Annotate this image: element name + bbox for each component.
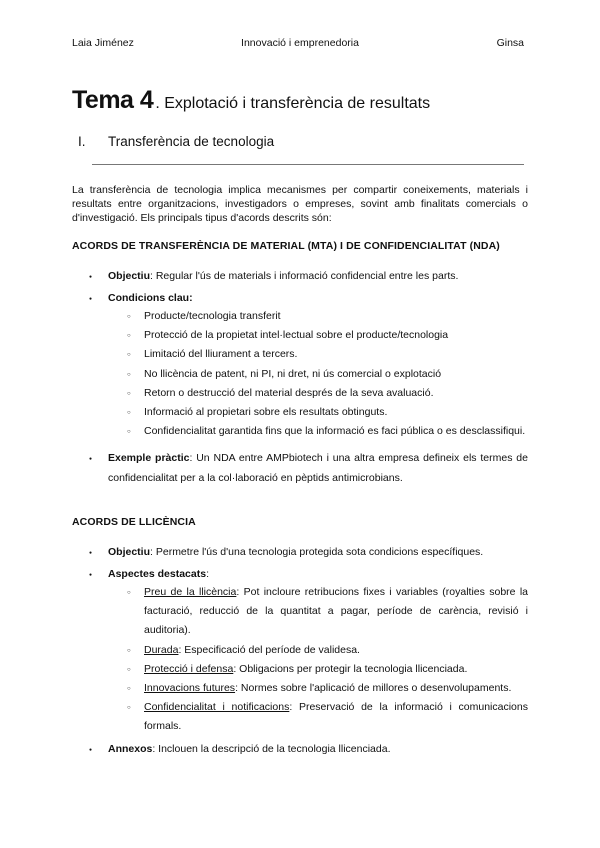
list-item: ○ No llicència de patent, ni PI, ni dret, ni ús comercial o explotació [144, 365, 528, 384]
aspect-text: : Obligacions per protegir la tecnologia llicenciada. [233, 662, 468, 675]
aspect-text: : Preservació de la informació i comunicacions formals. [144, 701, 528, 733]
list-item: ○ Confidencialitat garantida fins que la informació es faci pública o es desclassifiqui. [144, 422, 528, 441]
header-school: Ginsa [496, 37, 524, 49]
annex-text: : Inclouen la descripció de la tecnologia llicenciada. [152, 742, 391, 755]
list-item [108, 739, 528, 759]
example-text: : Un NDA entre AMPbiotech i una altra empresa defineix els termes de confidencialitat per a la col·laboració en pèptids antimicrobians. [108, 452, 528, 485]
aspects-colon: : [206, 568, 209, 580]
section-heading [78, 134, 274, 149]
conditions-list [108, 307, 528, 441]
list-item: ○ Protecció de la propietat intel·lectual sobre el producte/tecnologia [144, 326, 528, 345]
list-item [144, 641, 528, 660]
aspect-term: Protecció i defensa [144, 662, 234, 675]
list-item [108, 266, 528, 286]
aspect-term: Preu de la llicència [144, 586, 237, 598]
mta-list [108, 266, 528, 495]
aspect-text: : Normes sobre l'aplicació de millores o desenvolupaments. [235, 682, 512, 695]
aspects-list [108, 583, 528, 737]
list-item: ○ Informació al propietari sobre els resultats obtinguts. [144, 403, 528, 422]
aspect-term: Durada [144, 643, 179, 656]
section-title: Transferència de tecnologia [108, 134, 275, 149]
list-item [108, 448, 528, 488]
header-subject: Innovació i emprenedoria [241, 37, 359, 49]
conditions-label: Condicions clau: [108, 292, 193, 304]
page-title [72, 86, 430, 115]
list-item: ○ Limitació del lliurament a tercers. [144, 345, 528, 364]
objective-text: : Regular l'ús de materials i informació confidencial entre les parts. [150, 270, 459, 282]
list-item [144, 679, 528, 698]
list-item [108, 288, 528, 441]
licence-heading: ACORDS DE LLICÈNCIA [72, 516, 196, 528]
licence-list [108, 542, 528, 766]
objective-label: Objectiu [108, 546, 151, 558]
aspect-term: Confidencialitat i notificacions [144, 701, 290, 714]
list-item: ○ Retorn o destrucció del material després de la seva avaluació. [144, 384, 528, 403]
objective-label: Objectiu [108, 270, 151, 282]
header-author: Laia Jiménez [72, 37, 134, 49]
intro-paragraph: La transferència de tecnologia implica mecanismes per compartir coneixements, materials i resultats entre organitzacions, investigadors o empreses, sovint amb finalitats comercials o d'investigació. Els principals tipus d'acords descrits són: [72, 184, 528, 224]
section-divider [92, 164, 524, 165]
title-text: . Explotació i transferència de resultats [155, 95, 431, 112]
example-label: Exemple pràctic [108, 452, 190, 465]
section-number: I. [78, 134, 86, 149]
list-item [144, 698, 528, 736]
list-item [144, 583, 528, 641]
aspects-label: Aspectes destacats [108, 568, 207, 580]
title-number: Tema 4 [72, 86, 154, 114]
mta-heading: ACORDS DE TRANSFERÈNCIA DE MATERIAL (MTA) I DE CONFIDENCIALITAT (NDA) [72, 240, 500, 252]
annex-label: Annexos [108, 742, 153, 755]
aspect-text: : Pot incloure retribucions fixes i variables (royalties sobre la facturació, reducció de la quantitat a pagar, període de carència, revisió i auditoria). [144, 586, 528, 637]
list-item [144, 660, 528, 679]
list-item: ○ Producte/tecnologia transferit [144, 307, 528, 326]
objective-text: : Permetre l'ús d'una tecnologia protegida sota condicions específiques. [150, 546, 484, 558]
aspect-term: Innovacions futures [144, 682, 236, 695]
aspect-text: : Especificació del període de validesa. [178, 643, 360, 656]
list-item [108, 542, 528, 562]
list-item [108, 564, 528, 737]
